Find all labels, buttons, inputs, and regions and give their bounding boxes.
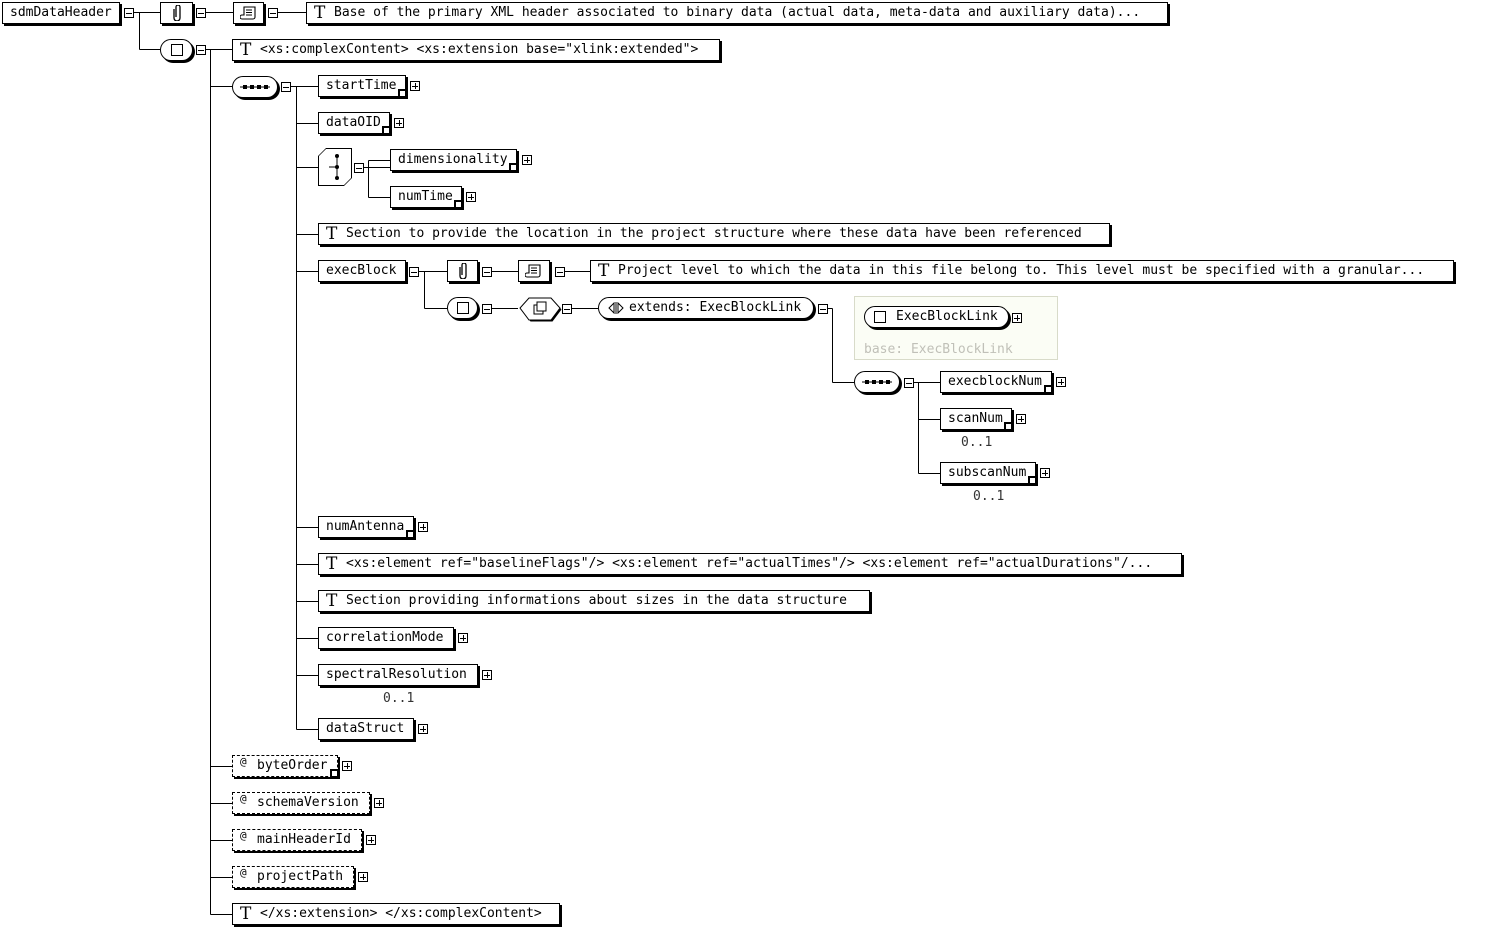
collapse-icon[interactable] (555, 267, 565, 277)
complex-type-node[interactable] (160, 39, 193, 61)
expand-icon[interactable] (522, 155, 532, 165)
element-label: scanNum (948, 411, 1003, 426)
attribute-at-icon: @ (240, 866, 247, 879)
reference-arrow-icon (382, 126, 392, 136)
reference-arrow-icon (1028, 476, 1038, 486)
documentation-complex-open (232, 39, 720, 61)
documentation-text: Project level to which the data in this file belong to. This level must be specified with a granular... (618, 263, 1425, 278)
documentation-text: <xs:element ref="baselineFlags"/> <xs:element ref="actualTimes"/> <xs:element ref="actualDurations"/... (346, 556, 1153, 571)
documentation-scroll-icon (240, 5, 258, 21)
element-label: correlationMode (326, 630, 444, 645)
documentation-complex-close (232, 903, 560, 925)
attribute-label: schemaVersion (257, 795, 359, 810)
expand-icon[interactable] (1012, 313, 1022, 323)
expand-icon[interactable] (358, 872, 368, 882)
annotation-node[interactable] (447, 260, 478, 282)
element-dataStruct[interactable] (318, 718, 414, 740)
annotation-clip-icon (171, 5, 183, 21)
expand-icon[interactable] (418, 724, 428, 734)
expand-icon[interactable] (1016, 414, 1026, 424)
doc-marker: T (598, 261, 610, 281)
doc-marker: T (326, 591, 338, 611)
expand-icon[interactable] (366, 835, 376, 845)
reference-arrow-icon (330, 769, 340, 779)
element-label: startTime (326, 78, 397, 93)
reference-arrow-icon (1004, 422, 1014, 432)
element-label: dataOID (326, 115, 381, 130)
sequence-icon (240, 84, 270, 90)
expand-icon[interactable] (1056, 377, 1066, 387)
expand-icon[interactable] (374, 798, 384, 808)
collapse-icon[interactable] (281, 82, 291, 92)
element-dataOID[interactable] (318, 112, 390, 134)
expand-icon[interactable] (418, 522, 428, 532)
element-label: numAntenna (326, 519, 405, 534)
documentation-scroll-icon (525, 263, 543, 279)
element-label: spectralResolution (326, 667, 467, 682)
reference-arrow-icon (454, 200, 464, 210)
type-base-label: base: ExecBlockLink (864, 342, 1013, 357)
attribute-projectPath[interactable] (232, 866, 354, 888)
collapse-icon[interactable] (409, 267, 419, 277)
element-execblockNum[interactable] (940, 371, 1052, 393)
documentation-text: <xs:complexContent> <xs:extension base="xlink:extended"> (260, 42, 699, 57)
root-element-label: sdmDataHeader (10, 5, 112, 20)
attribute-at-icon: @ (240, 755, 247, 768)
attribute-label: byteOrder (257, 758, 328, 773)
complex-type-node[interactable] (447, 297, 478, 319)
documentation-text: Base of the primary XML header associated to binary data (actual data, meta-data and auxiliary data)... (334, 5, 1141, 20)
element-label: execblockNum (948, 374, 1042, 389)
documentation-text: Section providing informations about sizes in the data structure (346, 593, 847, 608)
expand-icon[interactable] (482, 670, 492, 680)
collapse-icon[interactable] (196, 45, 206, 55)
element-correlationMode[interactable] (318, 627, 454, 649)
complex-type-ExecBlockLink[interactable] (864, 306, 1009, 328)
doc-marker: T (240, 40, 252, 60)
collapse-icon[interactable] (818, 304, 828, 314)
element-label: dimensionality (398, 152, 508, 167)
documentation-text: </xs:extension> </xs:complexContent> (260, 906, 542, 921)
extension-label: extends: ExecBlockLink (629, 300, 802, 315)
element-label: numTime (398, 189, 453, 204)
attribute-label: projectPath (257, 869, 344, 884)
reference-arrow-icon (406, 530, 416, 540)
attribute-schemaVersion[interactable] (232, 792, 370, 814)
collapse-icon[interactable] (482, 304, 492, 314)
element-label: dataStruct (326, 721, 405, 736)
doc-marker: T (326, 554, 338, 574)
sequence-node[interactable] (232, 76, 278, 98)
documentation-root (306, 2, 1168, 24)
complex-type-icon (171, 44, 183, 56)
collapse-icon[interactable] (268, 8, 278, 18)
complex-type-icon (457, 302, 469, 314)
extension-icon (608, 302, 624, 314)
doc-marker: T (314, 3, 326, 23)
occurrence-label: 0..1 (961, 435, 993, 450)
documentation-text: Section to provide the location in the project structure where these data have been referenced (346, 226, 1082, 241)
root-element-sdmDataHeader[interactable] (2, 2, 120, 24)
attribute-label: mainHeaderId (257, 832, 351, 847)
sequence-icon (862, 379, 892, 385)
documentation-sizes (318, 590, 870, 612)
type-name-label: ExecBlockLink (896, 309, 998, 324)
element-dimensionality[interactable] (390, 149, 517, 171)
collapse-icon[interactable] (482, 267, 492, 277)
doc-marker: T (326, 224, 338, 244)
expand-icon[interactable] (342, 761, 352, 771)
attribute-byteOrder[interactable] (232, 755, 338, 777)
sequence-node[interactable] (854, 371, 900, 393)
doc-marker: T (240, 904, 252, 924)
element-startTime[interactable] (318, 75, 406, 97)
extension-node[interactable] (598, 297, 814, 319)
documentation-node[interactable] (518, 260, 550, 282)
element-numTime[interactable] (390, 186, 462, 208)
element-subscanNum[interactable] (940, 462, 1036, 484)
documentation-execblock (590, 260, 1454, 282)
choice-node[interactable] (319, 149, 351, 185)
collapse-icon[interactable] (562, 304, 572, 314)
annotation-node[interactable] (160, 2, 193, 24)
expand-icon[interactable] (410, 81, 420, 91)
reference-arrow-icon (1044, 385, 1054, 395)
reference-arrow-icon (398, 89, 408, 99)
annotation-clip-icon (457, 263, 469, 279)
collapse-icon[interactable] (196, 8, 206, 18)
occurrence-label: 0..1 (383, 691, 415, 706)
collapse-icon[interactable] (354, 163, 364, 173)
expand-icon[interactable] (1040, 468, 1050, 478)
occurrence-label: 0..1 (973, 489, 1005, 504)
expand-icon[interactable] (394, 118, 404, 128)
collapse-icon[interactable] (124, 8, 134, 18)
reference-arrow-icon (509, 163, 519, 173)
expand-icon[interactable] (458, 633, 468, 643)
documentation-location (318, 223, 1110, 245)
element-label: subscanNum (948, 465, 1027, 480)
expand-icon[interactable] (466, 192, 476, 202)
choice-icon (328, 153, 342, 181)
element-spectralResolution[interactable] (318, 664, 478, 686)
complex-content-node[interactable] (518, 296, 562, 322)
element-scanNum[interactable] (940, 408, 1012, 430)
complex-type-icon (874, 311, 886, 323)
attribute-mainHeaderId[interactable] (232, 829, 362, 851)
element-numAntenna[interactable] (318, 516, 414, 538)
element-label: execBlock (326, 263, 397, 278)
attribute-at-icon: @ (240, 792, 247, 805)
collapse-icon[interactable] (904, 378, 914, 388)
documentation-elements (318, 553, 1182, 575)
element-execBlock[interactable] (318, 260, 406, 282)
documentation-node[interactable] (233, 2, 264, 24)
attribute-at-icon: @ (240, 829, 247, 842)
